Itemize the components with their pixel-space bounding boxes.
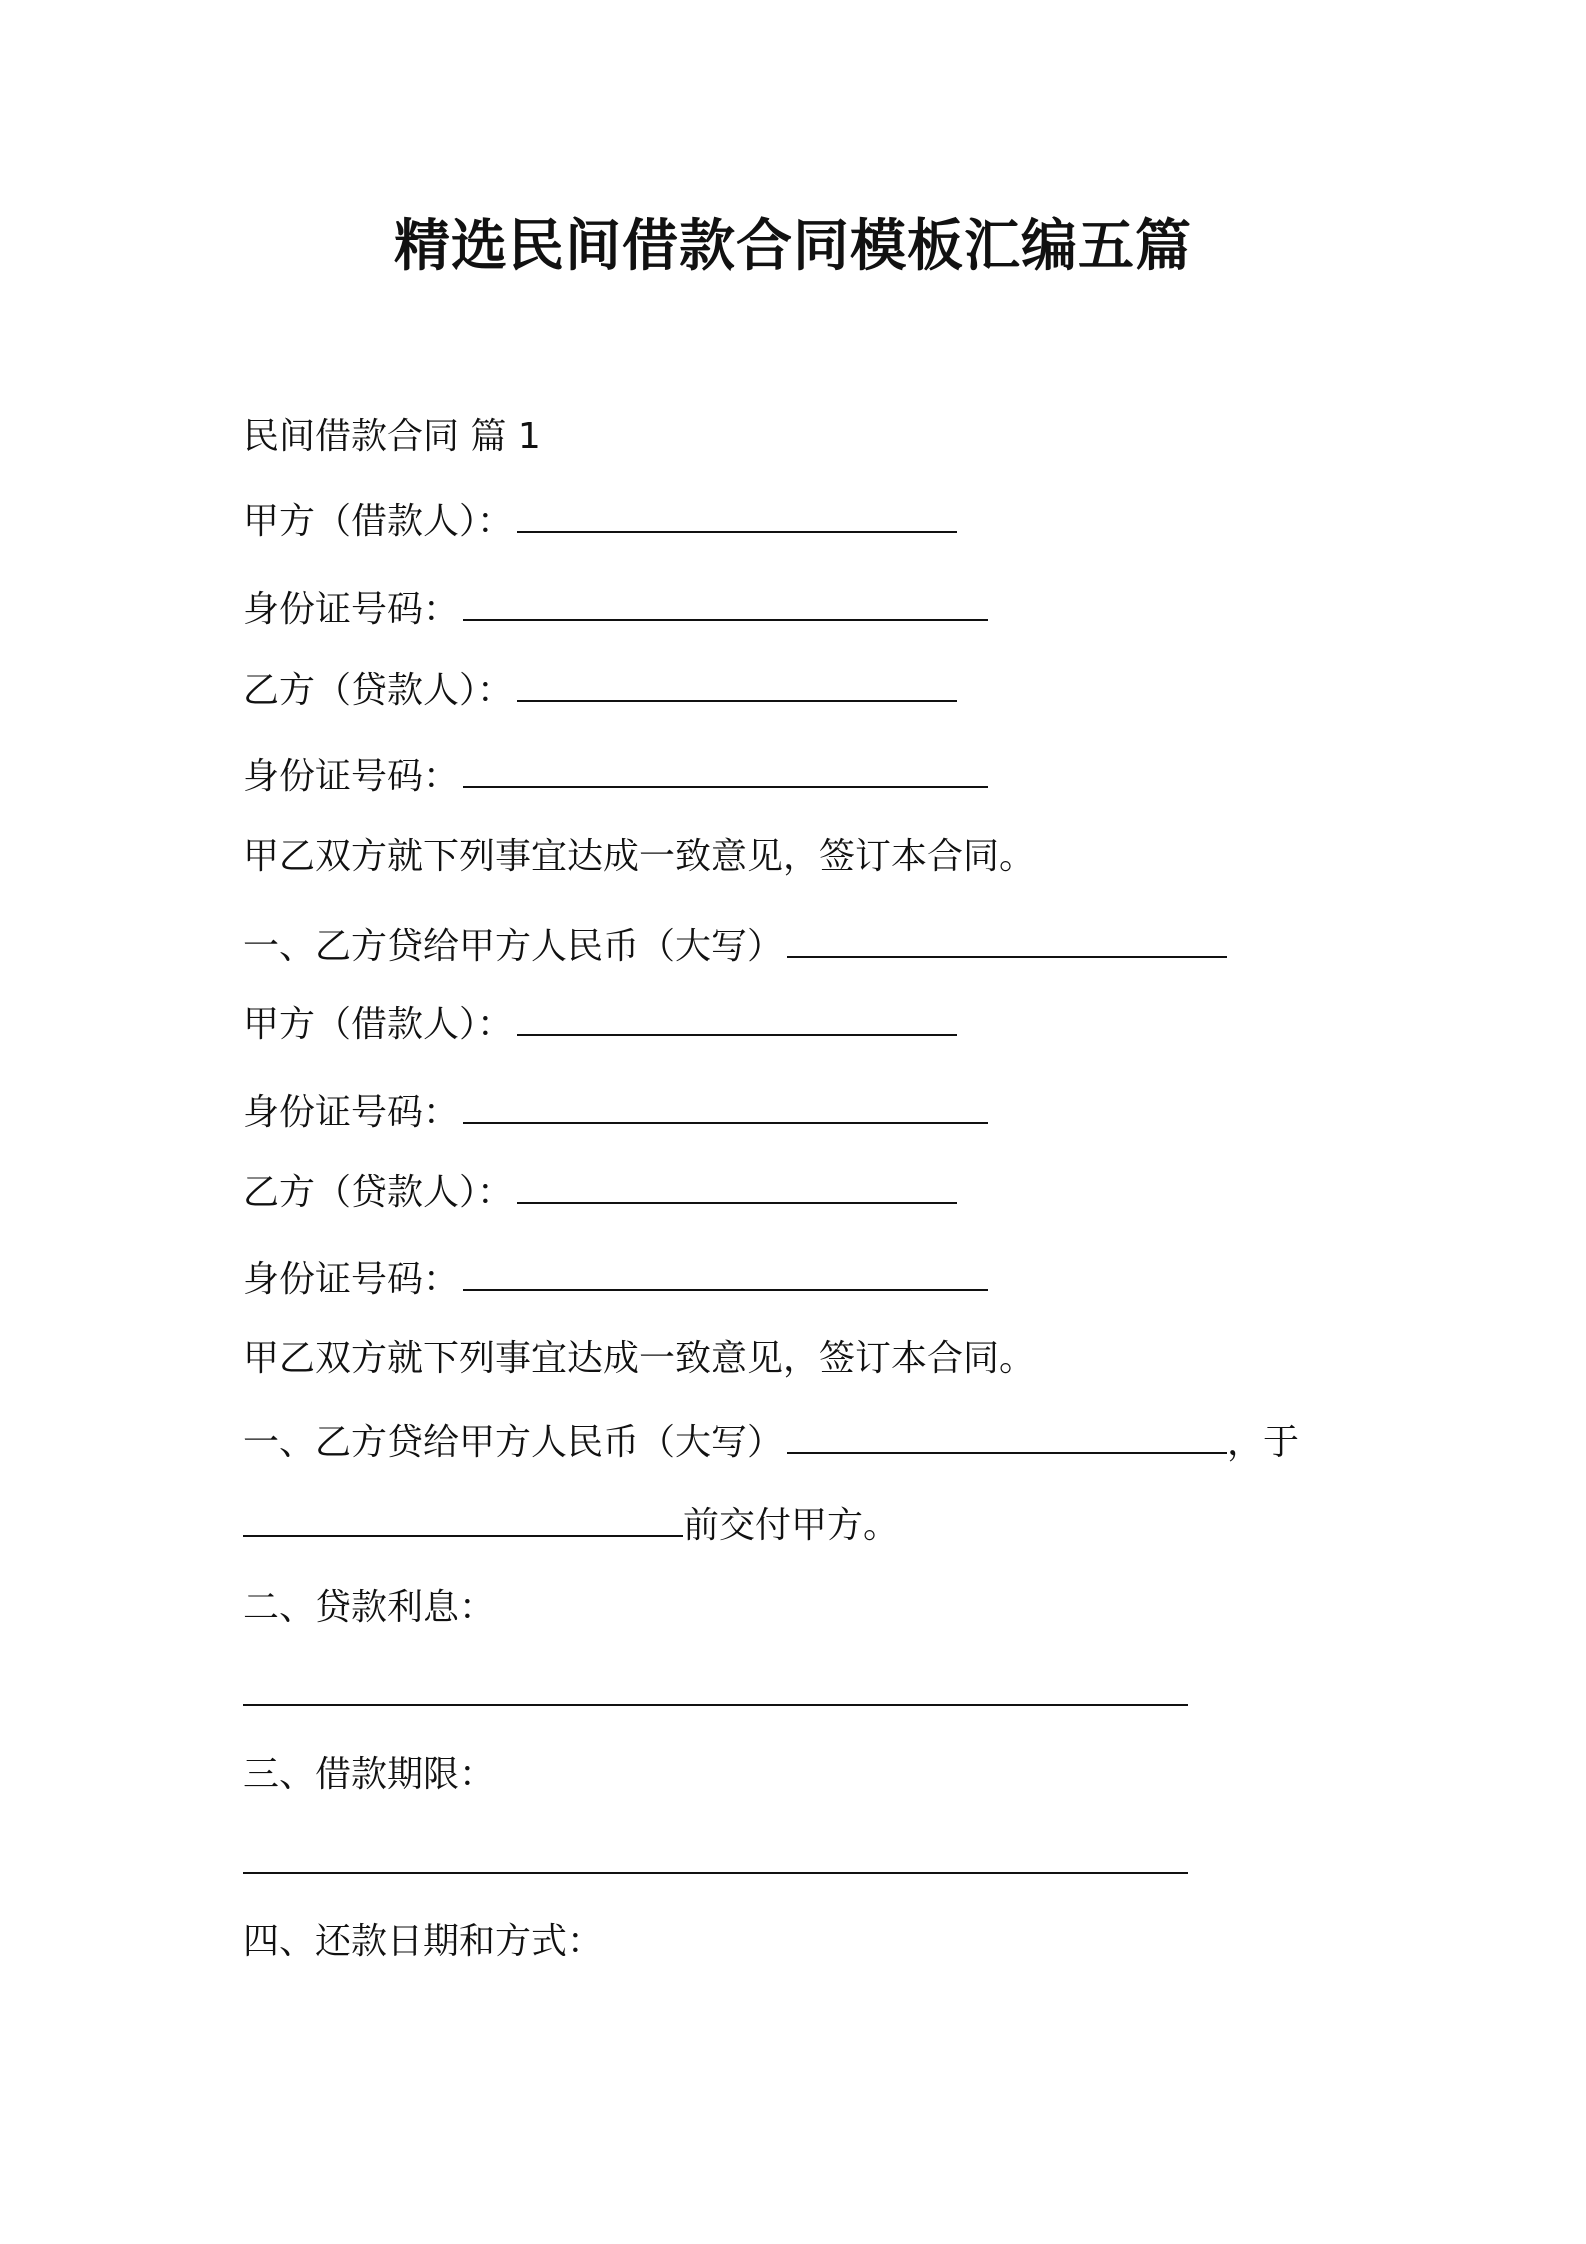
borrower-id-label-2: 身份证号码：: [243, 1092, 460, 1133]
borrower-blank-2[interactable]: [517, 1000, 957, 1036]
loan-term-heading: 三、借款期限：: [243, 1754, 496, 1795]
loan-amount-blank-2[interactable]: [787, 1418, 1227, 1454]
loan-amount-label-2: 一、乙方贷给甲方人民币（大写）: [243, 1422, 784, 1463]
repayment-heading: 四、还款日期和方式：: [243, 1921, 604, 1962]
borrower-id-blank[interactable]: [463, 585, 988, 621]
interest-line: [243, 1670, 1188, 1719]
borrower-id-label: 身份证号码：: [243, 589, 460, 630]
agreement-statement: 甲乙双方就下列事宜达成一致意见，签订本合同。: [243, 836, 1036, 877]
section-heading: 民间借款合同 篇 1: [243, 416, 541, 457]
document-title: 精选民间借款合同模板汇编五篇: [394, 214, 1192, 279]
borrower-blank[interactable]: [517, 497, 957, 533]
lender-id-blank-2[interactable]: [463, 1255, 988, 1291]
lender-id-line-2: [243, 1255, 988, 1304]
interest-heading: 二、贷款利息：: [243, 1587, 496, 1628]
loan-amount-suffix: ，于: [1227, 1422, 1300, 1463]
delivery-date-blank[interactable]: [243, 1501, 683, 1537]
lender-line: [243, 666, 957, 715]
lender-id-label: 身份证号码：: [243, 756, 460, 797]
loan-term-blank[interactable]: [243, 1838, 1188, 1874]
interest-blank[interactable]: [243, 1670, 1188, 1706]
delivery-date-suffix: 前交付甲方。: [683, 1505, 900, 1546]
borrower-label: 甲方（借款人）：: [243, 501, 514, 542]
lender-label: 乙方（贷款人）：: [243, 670, 514, 711]
lender-blank-2[interactable]: [517, 1168, 957, 1204]
loan-amount-line: [243, 922, 1227, 971]
loan-amount-label: 一、乙方贷给甲方人民币（大写）: [243, 926, 784, 967]
borrower-id-line-2: [243, 1088, 988, 1137]
agreement-statement-2: 甲乙双方就下列事宜达成一致意见，签订本合同。: [243, 1338, 1036, 1379]
lender-id-line: [243, 752, 988, 801]
lender-blank[interactable]: [517, 666, 957, 702]
loan-amount-blank[interactable]: [787, 922, 1227, 958]
lender-id-label-2: 身份证号码：: [243, 1259, 460, 1300]
lender-id-blank[interactable]: [463, 752, 988, 788]
loan-term-line: [243, 1838, 1188, 1887]
lender-label-2: 乙方（贷款人）：: [243, 1172, 514, 1213]
delivery-date-line: [243, 1501, 899, 1550]
borrower-id-line: [243, 585, 988, 634]
lender-line-2: [243, 1168, 957, 1217]
loan-amount-line-2: [243, 1418, 1299, 1467]
borrower-id-blank-2[interactable]: [463, 1088, 988, 1124]
borrower-line: [243, 497, 957, 546]
borrower-label-2: 甲方（借款人）：: [243, 1004, 514, 1045]
borrower-line-2: [243, 1000, 957, 1049]
